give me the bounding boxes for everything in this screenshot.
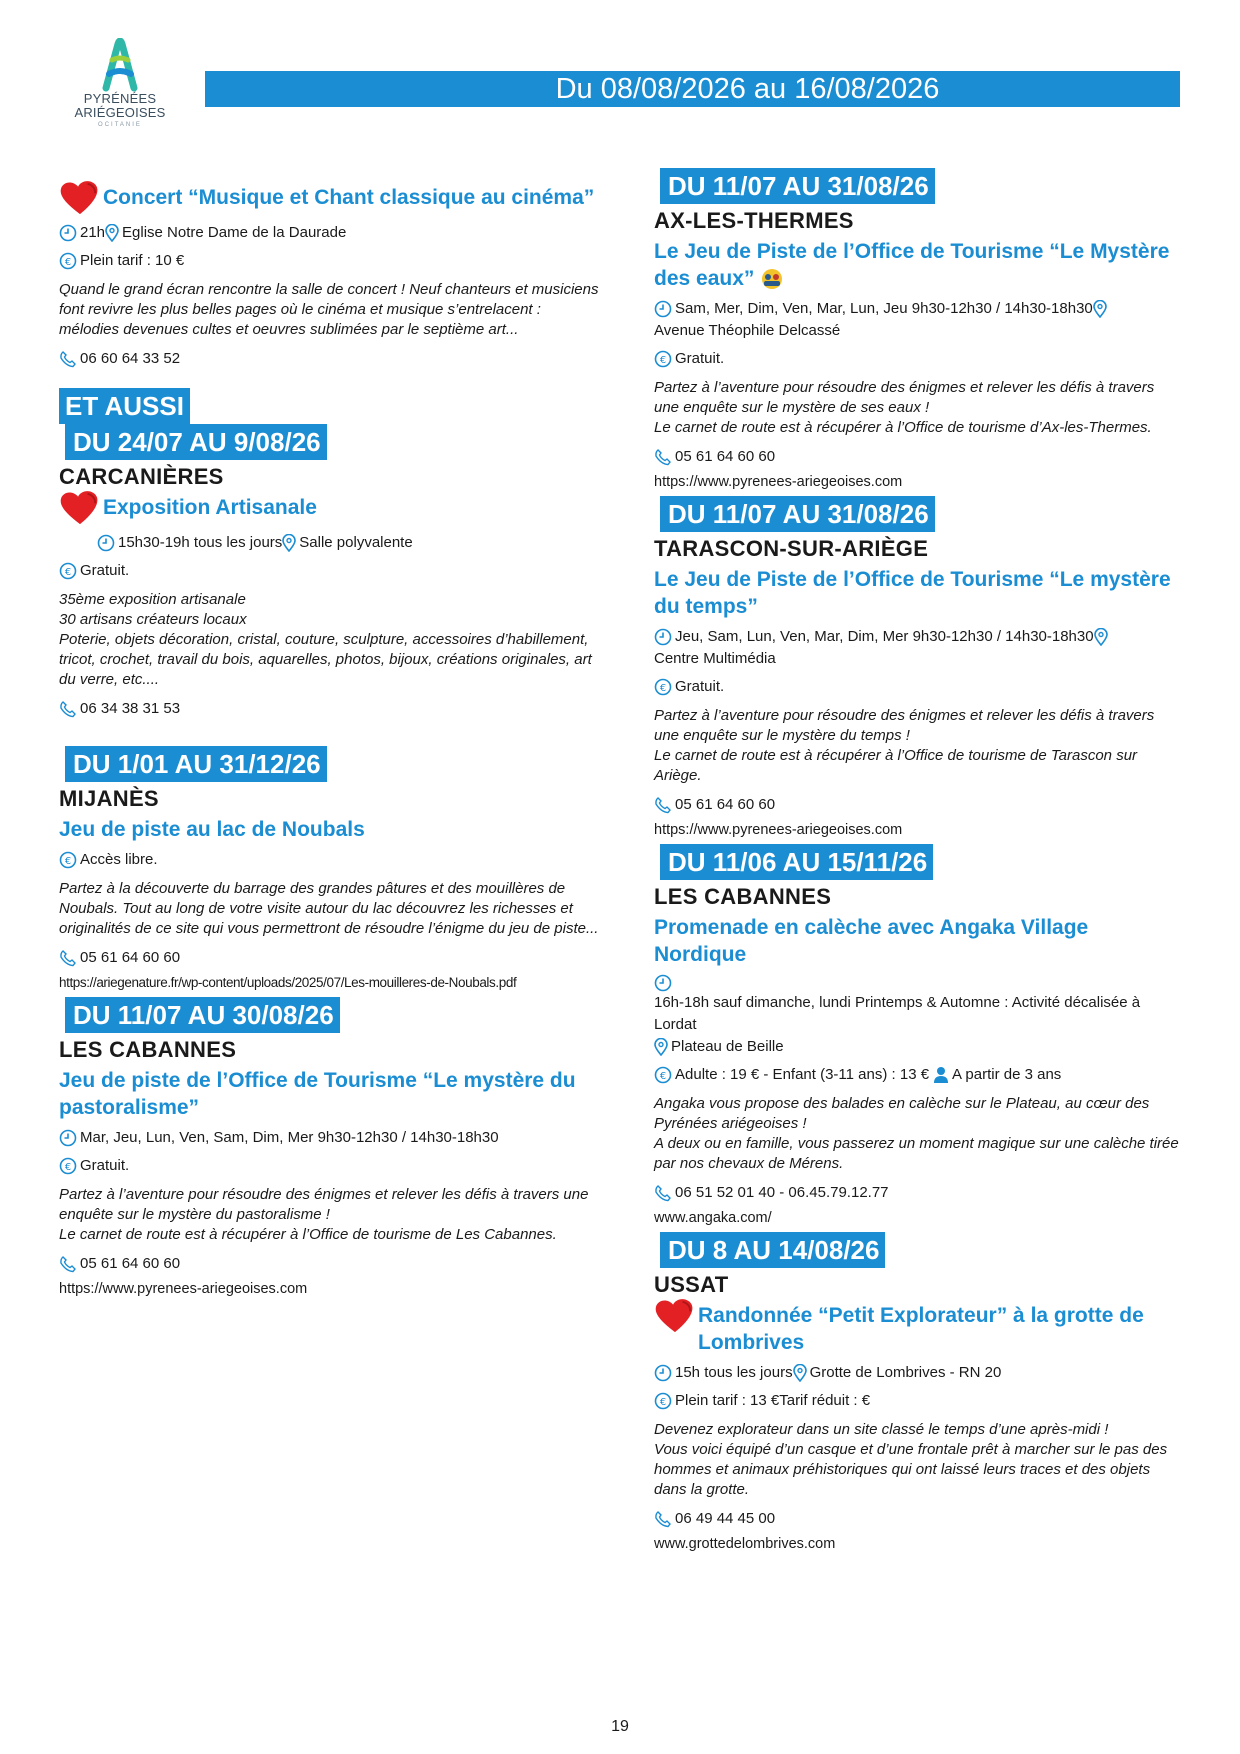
concert-price-row bbox=[59, 250, 599, 272]
phone-icon bbox=[59, 700, 77, 718]
eaux-price: Gratuit. bbox=[675, 350, 725, 367]
location-pin-icon bbox=[1094, 628, 1108, 646]
grotte-price: Plein tarif : 13 €Tarif réduit : € bbox=[675, 1392, 871, 1409]
caleche-desc-line: Angaka vous propose des balades en calèche sur le Plateau, au cœur des Pyrénées ariégeoises ! bbox=[654, 1095, 1150, 1132]
expo-title-row bbox=[59, 494, 599, 526]
temps-town: TARASCON-SUR-ARIÈGE bbox=[654, 536, 929, 561]
clock-icon bbox=[654, 974, 672, 992]
pastoralisme-date-tag: DU 11/07 AU 30/08/26 bbox=[65, 997, 340, 1033]
pastoralisme-title[interactable]: Jeu de piste de l’Office de Tourisme “Le mystère du pastoralisme” bbox=[59, 1069, 576, 1119]
euro-icon bbox=[654, 350, 672, 368]
temps-price: Gratuit. bbox=[675, 678, 725, 695]
svg-text:€: € bbox=[659, 1071, 667, 1082]
svg-text:€: € bbox=[659, 683, 667, 694]
family-badge-icon bbox=[760, 268, 784, 290]
temps-price-row bbox=[654, 676, 1179, 698]
caleche-link[interactable]: www.angaka.com/ bbox=[654, 1210, 772, 1226]
grotte-desc-line: Vous voici équipé d’un casque et d’une frontale prêt à marcher sur le pas des hommes et animaux préhistoriques qui ont laissé leurs traces et des objets dans la grotte. bbox=[654, 1441, 1168, 1498]
expo-price-row bbox=[59, 560, 599, 582]
phone-icon bbox=[654, 1510, 672, 1528]
svg-text:€: € bbox=[64, 257, 72, 268]
temps-date-tag: DU 11/07 AU 31/08/26 bbox=[660, 496, 935, 532]
caleche-phone[interactable]: 06 51 52 01 40 - 06.45.79.12.77 bbox=[675, 1184, 889, 1201]
noubals-town: MIJANÈS bbox=[59, 786, 159, 811]
logo-text-3: OCITANIE bbox=[98, 122, 142, 128]
grotte-place: Grotte de Lombrives - RN 20 bbox=[809, 1364, 1002, 1381]
pastoralisme-price: Gratuit. bbox=[80, 1157, 130, 1174]
location-pin-icon bbox=[105, 224, 119, 242]
temps-time: Jeu, Sam, Lun, Ven, Mar, Dim, Mer 9h30-12h30 / 14h30-18h30 bbox=[675, 628, 1094, 645]
phone-icon bbox=[654, 448, 672, 466]
logo-text-2: ARIÉGEOISES bbox=[74, 105, 166, 120]
phone-icon bbox=[59, 1255, 77, 1273]
phone-icon bbox=[59, 949, 77, 967]
expo-desc-line: 30 artisans créateurs locaux bbox=[59, 611, 247, 628]
pastoralisme-town: LES CABANNES bbox=[59, 1037, 237, 1062]
euro-icon bbox=[654, 678, 672, 696]
grotte-link[interactable]: www.grottedelombrives.com bbox=[654, 1536, 836, 1552]
grotte-town: USSAT bbox=[654, 1272, 729, 1297]
logo-mark-icon bbox=[98, 38, 142, 92]
heart-icon bbox=[654, 1298, 696, 1334]
euro-icon bbox=[654, 1066, 672, 1084]
et-aussi-label: ET AUSSI bbox=[59, 388, 190, 424]
pastoralisme-time-row bbox=[59, 1127, 599, 1149]
noubals-link[interactable]: https://ariegenature.fr/wp-content/uploads/2025/07/Les-mouilleres-de-Noubals.pdf bbox=[59, 975, 517, 990]
eaux-description bbox=[654, 378, 1179, 438]
clock-icon bbox=[59, 224, 77, 242]
concert-title[interactable]: Concert “Musique et Chant classique au cinéma” bbox=[103, 186, 595, 209]
grotte-phone[interactable]: 06 49 44 45 00 bbox=[675, 1510, 776, 1527]
caleche-time-place bbox=[654, 974, 1179, 1058]
clock-icon bbox=[654, 628, 672, 646]
pastoralisme-desc-line: Le carnet de route est à récupérer à l’Office de tourisme de Les Cabannes. bbox=[59, 1226, 557, 1243]
euro-icon bbox=[59, 1157, 77, 1175]
caleche-price-row bbox=[654, 1064, 1179, 1086]
concert-phone-row bbox=[59, 348, 599, 370]
noubals-description: Partez à la découverte du barrage des grandes pâtures et des mouillères de Noubals. Tout au long de votre visite autour du lac découvrez les richesses et originalités de ce site qui vous permettront de résoudre l’énigme du jeu de piste... bbox=[59, 880, 599, 937]
caleche-title[interactable]: Promenade en calèche avec Angaka Village Nordique bbox=[654, 916, 1089, 966]
temps-description bbox=[654, 706, 1179, 786]
grotte-title[interactable]: Randonnée “Petit Explorateur” à la grotte de Lombrives bbox=[698, 1304, 1144, 1354]
expo-description bbox=[59, 590, 599, 690]
expo-phone[interactable]: 06 34 38 31 53 bbox=[80, 700, 181, 717]
eaux-desc-line: Le carnet de route est à récupérer à l’Office de tourisme d’Ax-les-Thermes. bbox=[654, 419, 1152, 436]
grotte-title-row bbox=[654, 1302, 1179, 1356]
caleche-town: LES CABANNES bbox=[654, 884, 832, 909]
noubals-date-tag: DU 1/01 AU 31/12/26 bbox=[65, 746, 327, 782]
clock-icon bbox=[654, 300, 672, 318]
temps-phone[interactable]: 05 61 64 60 60 bbox=[675, 796, 776, 813]
caleche-price: Adulte : 19 € - Enfant (3-11 ans) : 13 € bbox=[675, 1066, 930, 1083]
noubals-phone-row bbox=[59, 947, 599, 969]
phone-icon bbox=[59, 350, 77, 368]
expo-place: Salle polyvalente bbox=[299, 534, 413, 551]
eaux-town: AX-LES-THERMES bbox=[654, 208, 854, 233]
grotte-description bbox=[654, 1420, 1179, 1500]
grotte-price-row bbox=[654, 1390, 1179, 1412]
pastoralisme-phone[interactable]: 05 61 64 60 60 bbox=[80, 1255, 181, 1272]
svg-text:€: € bbox=[659, 355, 667, 366]
concert-place: Eglise Notre Dame de la Daurade bbox=[122, 224, 347, 241]
euro-icon bbox=[654, 1392, 672, 1410]
grotte-time-place bbox=[654, 1362, 1179, 1384]
location-pin-icon bbox=[793, 1364, 807, 1382]
caleche-desc-line: A deux ou en famille, vous passerez un moment magique sur une calèche tirée par nos chevaux de Mérens. bbox=[654, 1135, 1179, 1172]
eaux-link[interactable]: https://www.pyrenees-ariegeoises.com bbox=[654, 474, 903, 490]
expo-phone-row bbox=[59, 698, 599, 720]
logo bbox=[70, 38, 170, 130]
caleche-description bbox=[654, 1094, 1179, 1174]
concert-time: 21h bbox=[80, 224, 106, 241]
caleche-place: Plateau de Beille bbox=[671, 1038, 784, 1055]
right-column bbox=[654, 168, 1179, 1558]
noubals-price-row bbox=[59, 849, 599, 871]
pastoralisme-phone-row bbox=[59, 1253, 599, 1275]
pastoralisme-link[interactable]: https://www.pyrenees-ariegeoises.com bbox=[59, 1281, 308, 1297]
temps-place: Centre Multimédia bbox=[654, 650, 776, 667]
pastoralisme-price-row bbox=[59, 1155, 599, 1177]
caleche-phone-row bbox=[654, 1182, 1179, 1204]
concert-phone[interactable]: 06 60 64 33 52 bbox=[80, 350, 181, 367]
temps-phone-row bbox=[654, 794, 1179, 816]
expo-desc-line: Poterie, objets décoration, cristal, couture, sculpture, accessoires d’habillement, tricot, crochet, travail du bois, aquarelles, photos, bijoux, créations originales, art du verre, etc.... bbox=[59, 631, 592, 688]
caleche-age: A partir de 3 ans bbox=[952, 1066, 1062, 1083]
euro-icon bbox=[59, 851, 77, 869]
svg-text:€: € bbox=[64, 856, 72, 867]
euro-icon bbox=[59, 252, 77, 270]
noubals-phone[interactable]: 05 61 64 60 60 bbox=[80, 949, 181, 966]
caleche-date-tag: DU 11/06 AU 15/11/26 bbox=[660, 844, 933, 880]
grotte-desc-line: Devenez explorateur dans un site classé le temps d’une après-midi ! bbox=[654, 1421, 1109, 1438]
temps-link[interactable]: https://www.pyrenees-ariegeoises.com bbox=[654, 822, 903, 838]
location-pin-icon bbox=[654, 1038, 668, 1056]
expo-time-place bbox=[59, 532, 599, 554]
concert-description: Quand le grand écran rencontre la salle de concert ! Neuf chanteurs et musiciens font revivre les plus belles pages où le cinéma et musique s’entrelacent : mélodies devenues cultes et oeuvres sublimées par le septième art... bbox=[59, 281, 599, 338]
euro-icon bbox=[59, 562, 77, 580]
temps-desc-line: Le carnet de route est à récupérer à l’Office de tourisme de Tarascon sur Ariège. bbox=[654, 747, 1138, 784]
temps-title[interactable]: Le Jeu de Piste de l’Office de Tourisme “Le mystère du temps” bbox=[654, 568, 1171, 618]
eaux-time: Sam, Mer, Dim, Ven, Mar, Lun, Jeu 9h30-12h30 / 14h30-18h30 bbox=[675, 300, 1093, 317]
svg-text:€: € bbox=[659, 1397, 667, 1408]
expo-price: Gratuit. bbox=[80, 562, 130, 579]
phone-icon bbox=[654, 1184, 672, 1202]
temps-desc-line: Partez à l’aventure pour résoudre des énigmes et relever les défis à travers une enquête sur le mystère du temps ! bbox=[654, 707, 1155, 744]
grotte-phone-row bbox=[654, 1508, 1179, 1530]
date-range-banner: Du 08/08/2026 au 16/08/2026 bbox=[205, 71, 1180, 107]
pastoralisme-description bbox=[59, 1185, 599, 1245]
clock-icon bbox=[654, 1364, 672, 1382]
caleche-time: 16h-18h sauf dimanche, lundi Printemps & Automne : Activité décalisée à Lordat bbox=[654, 994, 1141, 1033]
logo-text-1: PYRÉNÉES bbox=[83, 91, 157, 106]
clock-icon bbox=[97, 534, 115, 552]
concert-title-row bbox=[59, 184, 599, 216]
location-pin-icon bbox=[282, 534, 296, 552]
expo-date-tag: DU 24/07 AU 9/08/26 bbox=[65, 424, 327, 460]
clock-icon bbox=[59, 1129, 77, 1147]
concert-time-place bbox=[59, 222, 599, 244]
heart-icon bbox=[59, 180, 101, 216]
eaux-phone-row bbox=[654, 446, 1179, 468]
svg-text:€: € bbox=[64, 567, 72, 578]
heart-icon bbox=[59, 490, 101, 526]
page-number: 19 bbox=[611, 1718, 629, 1735]
eaux-title-row bbox=[654, 238, 1179, 292]
pastoralisme-desc-line: Partez à l’aventure pour résoudre des énigmes et relever les défis à travers une enquête sur le mystère du pastoralisme ! bbox=[59, 1186, 589, 1223]
left-column bbox=[59, 182, 599, 1303]
eaux-phone[interactable]: 05 61 64 60 60 bbox=[675, 448, 776, 465]
eaux-price-row bbox=[654, 348, 1179, 370]
eaux-desc-line: Partez à l’aventure pour résoudre des énigmes et relever les défis à travers une enquête sur le mystère de ses eaux ! bbox=[654, 379, 1155, 416]
grotte-date-tag: DU 8 AU 14/08/26 bbox=[660, 1232, 885, 1268]
eaux-place: Avenue Théophile Delcassé bbox=[654, 322, 841, 339]
location-pin-icon bbox=[1093, 300, 1107, 318]
expo-time: 15h30-19h tous les jours bbox=[118, 534, 283, 551]
svg-text:€: € bbox=[64, 1162, 72, 1173]
expo-town: CARCANIÈRES bbox=[59, 464, 224, 489]
pastoralisme-time: Mar, Jeu, Lun, Ven, Sam, Dim, Mer 9h30-12h30 / 14h30-18h30 bbox=[80, 1129, 499, 1146]
eaux-date-tag: DU 11/07 AU 31/08/26 bbox=[660, 168, 935, 204]
eaux-title[interactable]: Le Jeu de Piste de l’Office de Tourisme “Le Mystère des eaux” bbox=[654, 240, 1170, 290]
temps-time-place bbox=[654, 626, 1179, 670]
person-icon bbox=[933, 1066, 949, 1084]
noubals-title[interactable]: Jeu de piste au lac de Noubals bbox=[59, 818, 365, 841]
expo-desc-line: 35ème exposition artisanale bbox=[59, 591, 246, 608]
expo-title[interactable]: Exposition Artisanale bbox=[103, 496, 317, 519]
eaux-time-place bbox=[654, 298, 1179, 342]
concert-price: Plein tarif : 10 € bbox=[80, 252, 185, 269]
grotte-time: 15h tous les jours bbox=[675, 1364, 793, 1381]
noubals-price: Accès libre. bbox=[80, 851, 158, 868]
phone-icon bbox=[654, 796, 672, 814]
